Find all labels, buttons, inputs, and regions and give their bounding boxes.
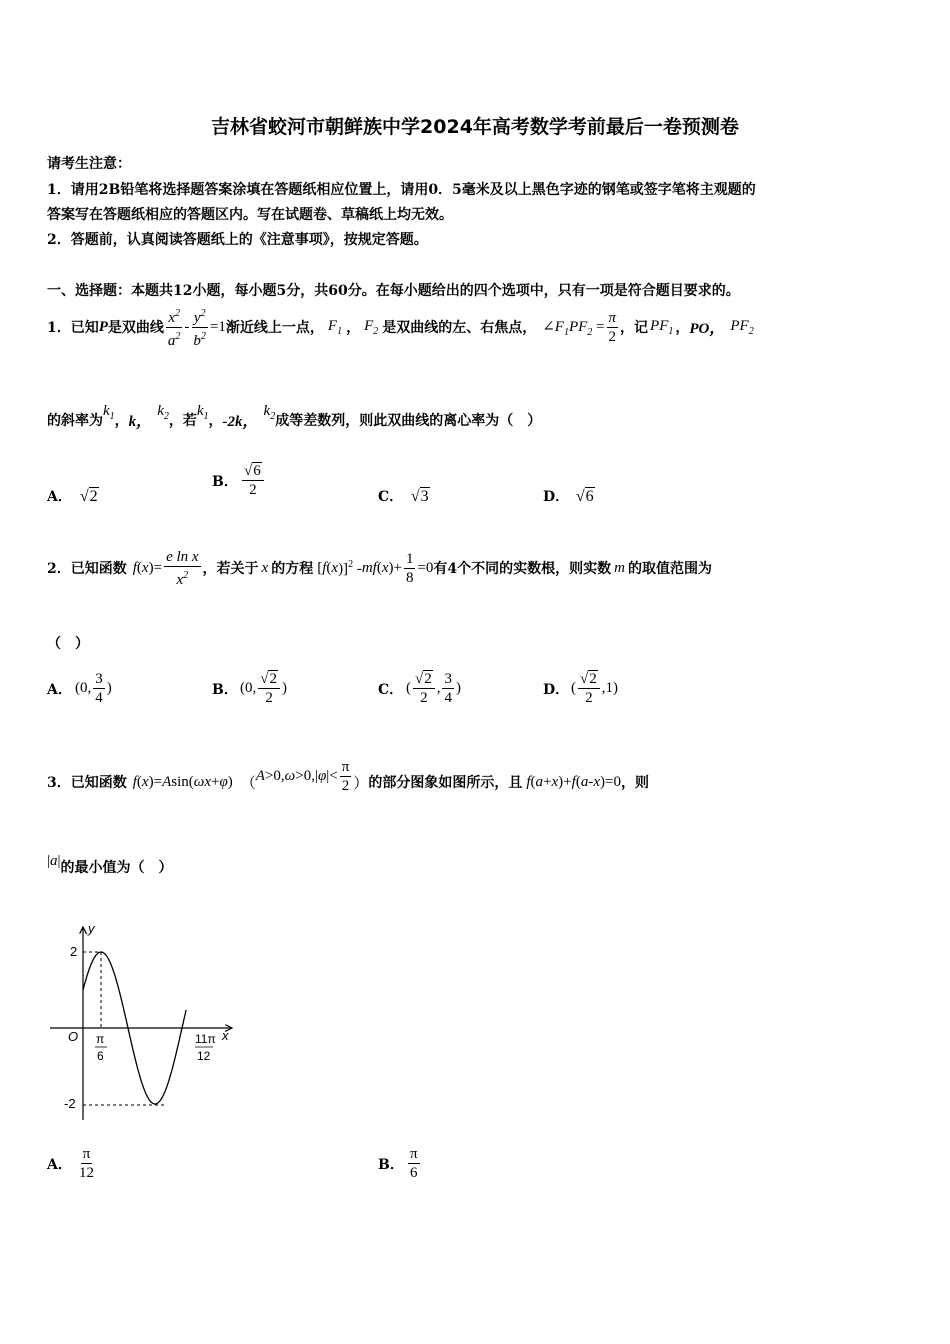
- q2-text-c: 有4个不同的实数根，则实数: [433, 561, 612, 577]
- y-axis-label: y: [88, 921, 95, 936]
- x-axis-label: x: [222, 1028, 229, 1043]
- q2-prefix: 2．已知函数: [47, 561, 127, 577]
- q3-option-b[interactable]: B． $\frac{\pi}{6}$: [378, 1146, 418, 1181]
- y-max-label: 2: [70, 944, 78, 959]
- notice-heading: 请考生注意：: [47, 156, 131, 172]
- q2-text-d: 的取值范围为: [628, 561, 713, 577]
- q2-option-a[interactable]: A． (0, $\frac{3}{4}$ ): [47, 671, 112, 706]
- question-3-line1: 3．已知函数 f ( x )= A sin( ωx + φ ) （ A >0, ω >0,| φ |< $\frac{\pi}{2}$ ） 的部分图象如图所示，且 f ( a + x )+ f ( a - x )=0 ，则: [47, 758, 649, 794]
- q1-text-c: 是双曲线的左、右焦点，: [382, 320, 537, 336]
- q3-text-a: 的部分图象如图所示，且: [368, 775, 523, 791]
- q1-line2-a: 的斜率为: [47, 413, 103, 429]
- tick2-num: 11π: [195, 1032, 216, 1046]
- q1-text-a: 是双曲线: [107, 320, 164, 336]
- q2-equation-formula: [ f ( x )]$^2$ - mf ( x )+ $\frac{1}{8}$ =0: [317, 550, 434, 586]
- notice-item2: 2．答题前，认真阅读答题纸上的《注意事项》，按规定答题。: [47, 232, 428, 248]
- section-heading: 一、选择题：本题共12小题，每小题5分，共60分。在每小题给出的四个选项中，只有一项是符合题目要求的。: [47, 283, 740, 299]
- q1-option-a[interactable]: A． √2: [47, 488, 98, 505]
- question-1-line2: 的斜率为 $k_1$ ， k， $k_2$ ，若 $k_1$ ， -2k， $k_2$ 成等差数列，则此双曲线的离心率为（ ）: [47, 402, 542, 430]
- q1-line2-b: 成等差数列，则此双曲线的离心率为（ ）: [275, 413, 542, 429]
- sine-graph: [40, 915, 245, 1130]
- q2-option-c[interactable]: C． ( $\frac{√2}{2}$ , $\frac{3}{4}$ ): [378, 671, 461, 706]
- q3-condition-formula: A >0, ω >0,| φ |< $\frac{\pi}{2}$: [255, 758, 350, 794]
- origin-label: O: [68, 1029, 79, 1044]
- q2-option-b[interactable]: B． (0, $\frac{√2}{2}$ ): [212, 671, 287, 706]
- question-2-line1: 2．已知函数 f ( x )= $\frac{\text{e ln x}}{x^2}$ ，若关于 x 的方程 [ f ( x )]$^2$ - mf ( x )+ $\frac{1}{8}$ =0 有4个不同的实数根，则实数 m 的取值范围为: [47, 548, 713, 588]
- q3-prefix: 3．已知函数: [47, 775, 127, 791]
- q1-ruo: ，若: [168, 413, 197, 429]
- question-1-line1: 1．已知 P 是双曲线 $\frac{x^2}{a^2}$ - $\frac{y^2}{b^2}$ =1 渐近线上一点， $F_1$ ， $F_2$ 是双曲线的左、右焦点， $\angle F_1PF_2$ = $\frac{\pi}{2}$ ，记 $PF_1$ ， PO， $PF_2$: [47, 305, 754, 349]
- q2-paren: （ ）: [47, 636, 89, 652]
- question-3-line2: | a | 的最小值为（ ）: [47, 852, 173, 876]
- q1-option-d[interactable]: D． √6: [543, 488, 594, 505]
- q1-hyperbola-formula: $\frac{x^2}{a^2}$ - $\frac{y^2}{b^2}$ =1: [164, 305, 226, 350]
- notice-item1-line2: 答案写在答题纸相应的答题区内。写在试题卷、草稿纸上均无效。: [47, 207, 453, 223]
- q1-option-c[interactable]: C． √3: [378, 488, 429, 505]
- q1-k: k，: [128, 413, 152, 430]
- y-min-label: -2: [64, 1096, 76, 1111]
- q3-line2: 的最小值为（ ）: [60, 860, 173, 876]
- q3-text-b: ，则: [620, 775, 649, 791]
- q1-option-b[interactable]: B． $\frac{√6}{2}$: [212, 462, 266, 499]
- q3-option-a[interactable]: A． $\frac{\pi}{12}$: [47, 1146, 94, 1181]
- q1-text-b: 渐近线上一点，: [225, 320, 324, 336]
- q2-text-b: 的方程: [271, 561, 314, 577]
- q1-text-d: ，记: [620, 320, 649, 336]
- q3-function-formula: f ( x )= A sin( ωx + φ ): [132, 773, 233, 790]
- q3-symmetry-formula: f ( a + x )+ f ( a - x )=0: [526, 773, 621, 790]
- q1-po: PO，: [689, 320, 725, 337]
- q1-prefix: 1．已知: [47, 320, 99, 336]
- tick1-num: π: [96, 1032, 105, 1046]
- tick2-den: 12: [197, 1049, 211, 1063]
- q2-option-d[interactable]: D． ( $\frac{√2}{2}$ ,1): [543, 671, 618, 706]
- q2-text-a: ，若关于: [202, 561, 259, 577]
- q1-point-p: P: [98, 318, 108, 335]
- q2-function-formula: f ( x )= $\frac{\text{e ln x}}{x^2}$: [132, 548, 199, 588]
- notice-item1-line1: 1．请用2B铅笔将选择题答案涂填在答题纸相应位置上，请用0．5毫米及以上黑色字迹的钢笔或签字笔将主观题的: [47, 182, 756, 198]
- tick1-den: 6: [97, 1049, 104, 1063]
- q1-neg2k: -2k，: [222, 413, 258, 430]
- q1-angle-formula: $\angle F_1PF_2$ = $\frac{\pi}{2}$: [542, 309, 617, 345]
- page-title: 吉林省蛟河市朝鲜族中学2024年高考数学考前最后一卷预测卷: [211, 116, 739, 138]
